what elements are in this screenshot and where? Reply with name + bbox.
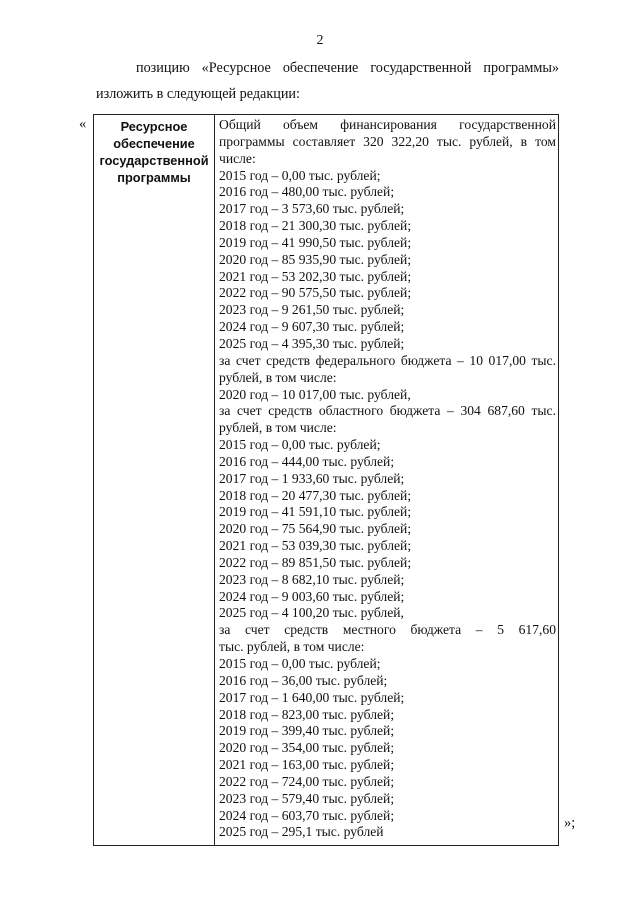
- funding-line: тыс. рублей, в том числе:: [219, 639, 365, 655]
- label-line: Ресурсное: [120, 119, 188, 134]
- funding-line: 2021 год – 53 039,30 тыс. рублей;: [219, 538, 412, 554]
- funding-line: 2021 год – 53 202,30 тыс. рублей;: [219, 268, 412, 284]
- resource-label-cell: [94, 115, 215, 845]
- funding-line: 2023 год – 8 682,10 тыс. рублей;: [219, 571, 405, 587]
- funding-line: 2022 год – 724,00 тыс. рублей;: [219, 773, 395, 789]
- funding-line: 2015 год – 0,00 тыс. рублей;: [219, 437, 381, 453]
- funding-line: 2023 год – 9 261,50 тыс. рублей;: [219, 302, 405, 318]
- funding-line: 2015 год – 0,00 тыс. рублей;: [219, 167, 381, 183]
- intro-text-line-1: [136, 60, 559, 77]
- intro-text-line-1-content: позицию «Ресурсное обеспечение государственной программы»: [136, 60, 559, 76]
- funding-line: 2015 год – 0,00 тыс. рублей;: [219, 656, 381, 671]
- funding-line: 2022 год – 90 575,50 тыс. рублей;: [219, 285, 412, 301]
- funding-line: 2020 год – 85 935,90 тыс. рублей;: [219, 251, 412, 267]
- funding-line: 2017 год – 1 933,60 тыс. рублей;: [219, 470, 405, 486]
- funding-line: 2025 год – 295,1 тыс. рублей: [219, 824, 384, 840]
- funding-line: за счет средств местного бюджета – 5 617,60: [219, 622, 556, 638]
- funding-line: 2019 год – 41 990,50 тыс. рублей;: [219, 234, 412, 250]
- label-line: программы: [117, 170, 191, 185]
- intro-text-line-2: изложить в следующей редакции:: [96, 86, 300, 102]
- funding-line: за счет средств областного бюджета – 304 687,60 тыс.: [219, 403, 556, 419]
- page-number: 2: [316, 33, 324, 48]
- funding-line: программы составляет 320 322,20 тыс. рублей, в том: [219, 133, 556, 149]
- funding-line: 2024 год – 9 607,30 тыс. рублей;: [219, 319, 405, 335]
- closing-quote: »;: [564, 815, 576, 831]
- funding-line: за счет средств федерального бюджета – 10 017,00 тыс.: [219, 352, 556, 368]
- opening-quote: «: [79, 116, 87, 132]
- funding-line: 2020 год – 354,00 тыс. рублей;: [219, 740, 395, 756]
- label-line: государственной: [99, 153, 209, 168]
- funding-line: 2025 год – 4 100,20 тыс. рублей,: [219, 605, 404, 621]
- funding-line: 2017 год – 3 573,60 тыс. рублей;: [219, 201, 405, 217]
- funding-line: числе:: [219, 150, 256, 166]
- funding-line: рублей, в том числе:: [219, 369, 337, 385]
- funding-line: рублей, в том числе:: [219, 420, 337, 436]
- funding-line: 2019 год – 41 591,10 тыс. рублей;: [219, 504, 412, 520]
- funding-line: 2018 год – 20 477,30 тыс. рублей;: [219, 487, 412, 503]
- funding-line: 2024 год – 603,70 тыс. рублей;: [219, 807, 395, 823]
- funding-line: 2018 год – 823,00 тыс. рублей;: [219, 706, 395, 722]
- funding-line: 2022 год – 89 851,50 тыс. рублей;: [219, 554, 412, 570]
- funding-line: Общий объем финансирования государственной: [219, 117, 556, 132]
- funding-line: 2020 год – 75 564,90 тыс. рублей;: [219, 521, 412, 537]
- funding-line: 2018 год – 21 300,30 тыс. рублей;: [219, 218, 412, 234]
- funding-line: 2016 год – 444,00 тыс. рублей;: [219, 453, 395, 469]
- funding-line: 2025 год – 4 395,30 тыс. рублей;: [219, 335, 405, 351]
- funding-line: 2016 год – 480,00 тыс. рублей;: [219, 184, 395, 200]
- funding-line: 2024 год – 9 003,60 тыс. рублей;: [219, 588, 405, 604]
- funding-line: 2016 год – 36,00 тыс. рублей;: [219, 672, 388, 688]
- funding-line: 2023 год – 579,40 тыс. рублей;: [219, 790, 395, 806]
- funding-line: 2020 год – 10 017,00 тыс. рублей,: [219, 386, 411, 402]
- funding-line: 2021 год – 163,00 тыс. рублей;: [219, 757, 395, 773]
- resource-content-cell: [215, 115, 558, 845]
- funding-line: 2017 год – 1 640,00 тыс. рублей;: [219, 689, 405, 705]
- funding-line: 2019 год – 399,40 тыс. рублей;: [219, 723, 395, 739]
- resource-table: [93, 114, 559, 846]
- label-line: обеспечение: [113, 136, 195, 151]
